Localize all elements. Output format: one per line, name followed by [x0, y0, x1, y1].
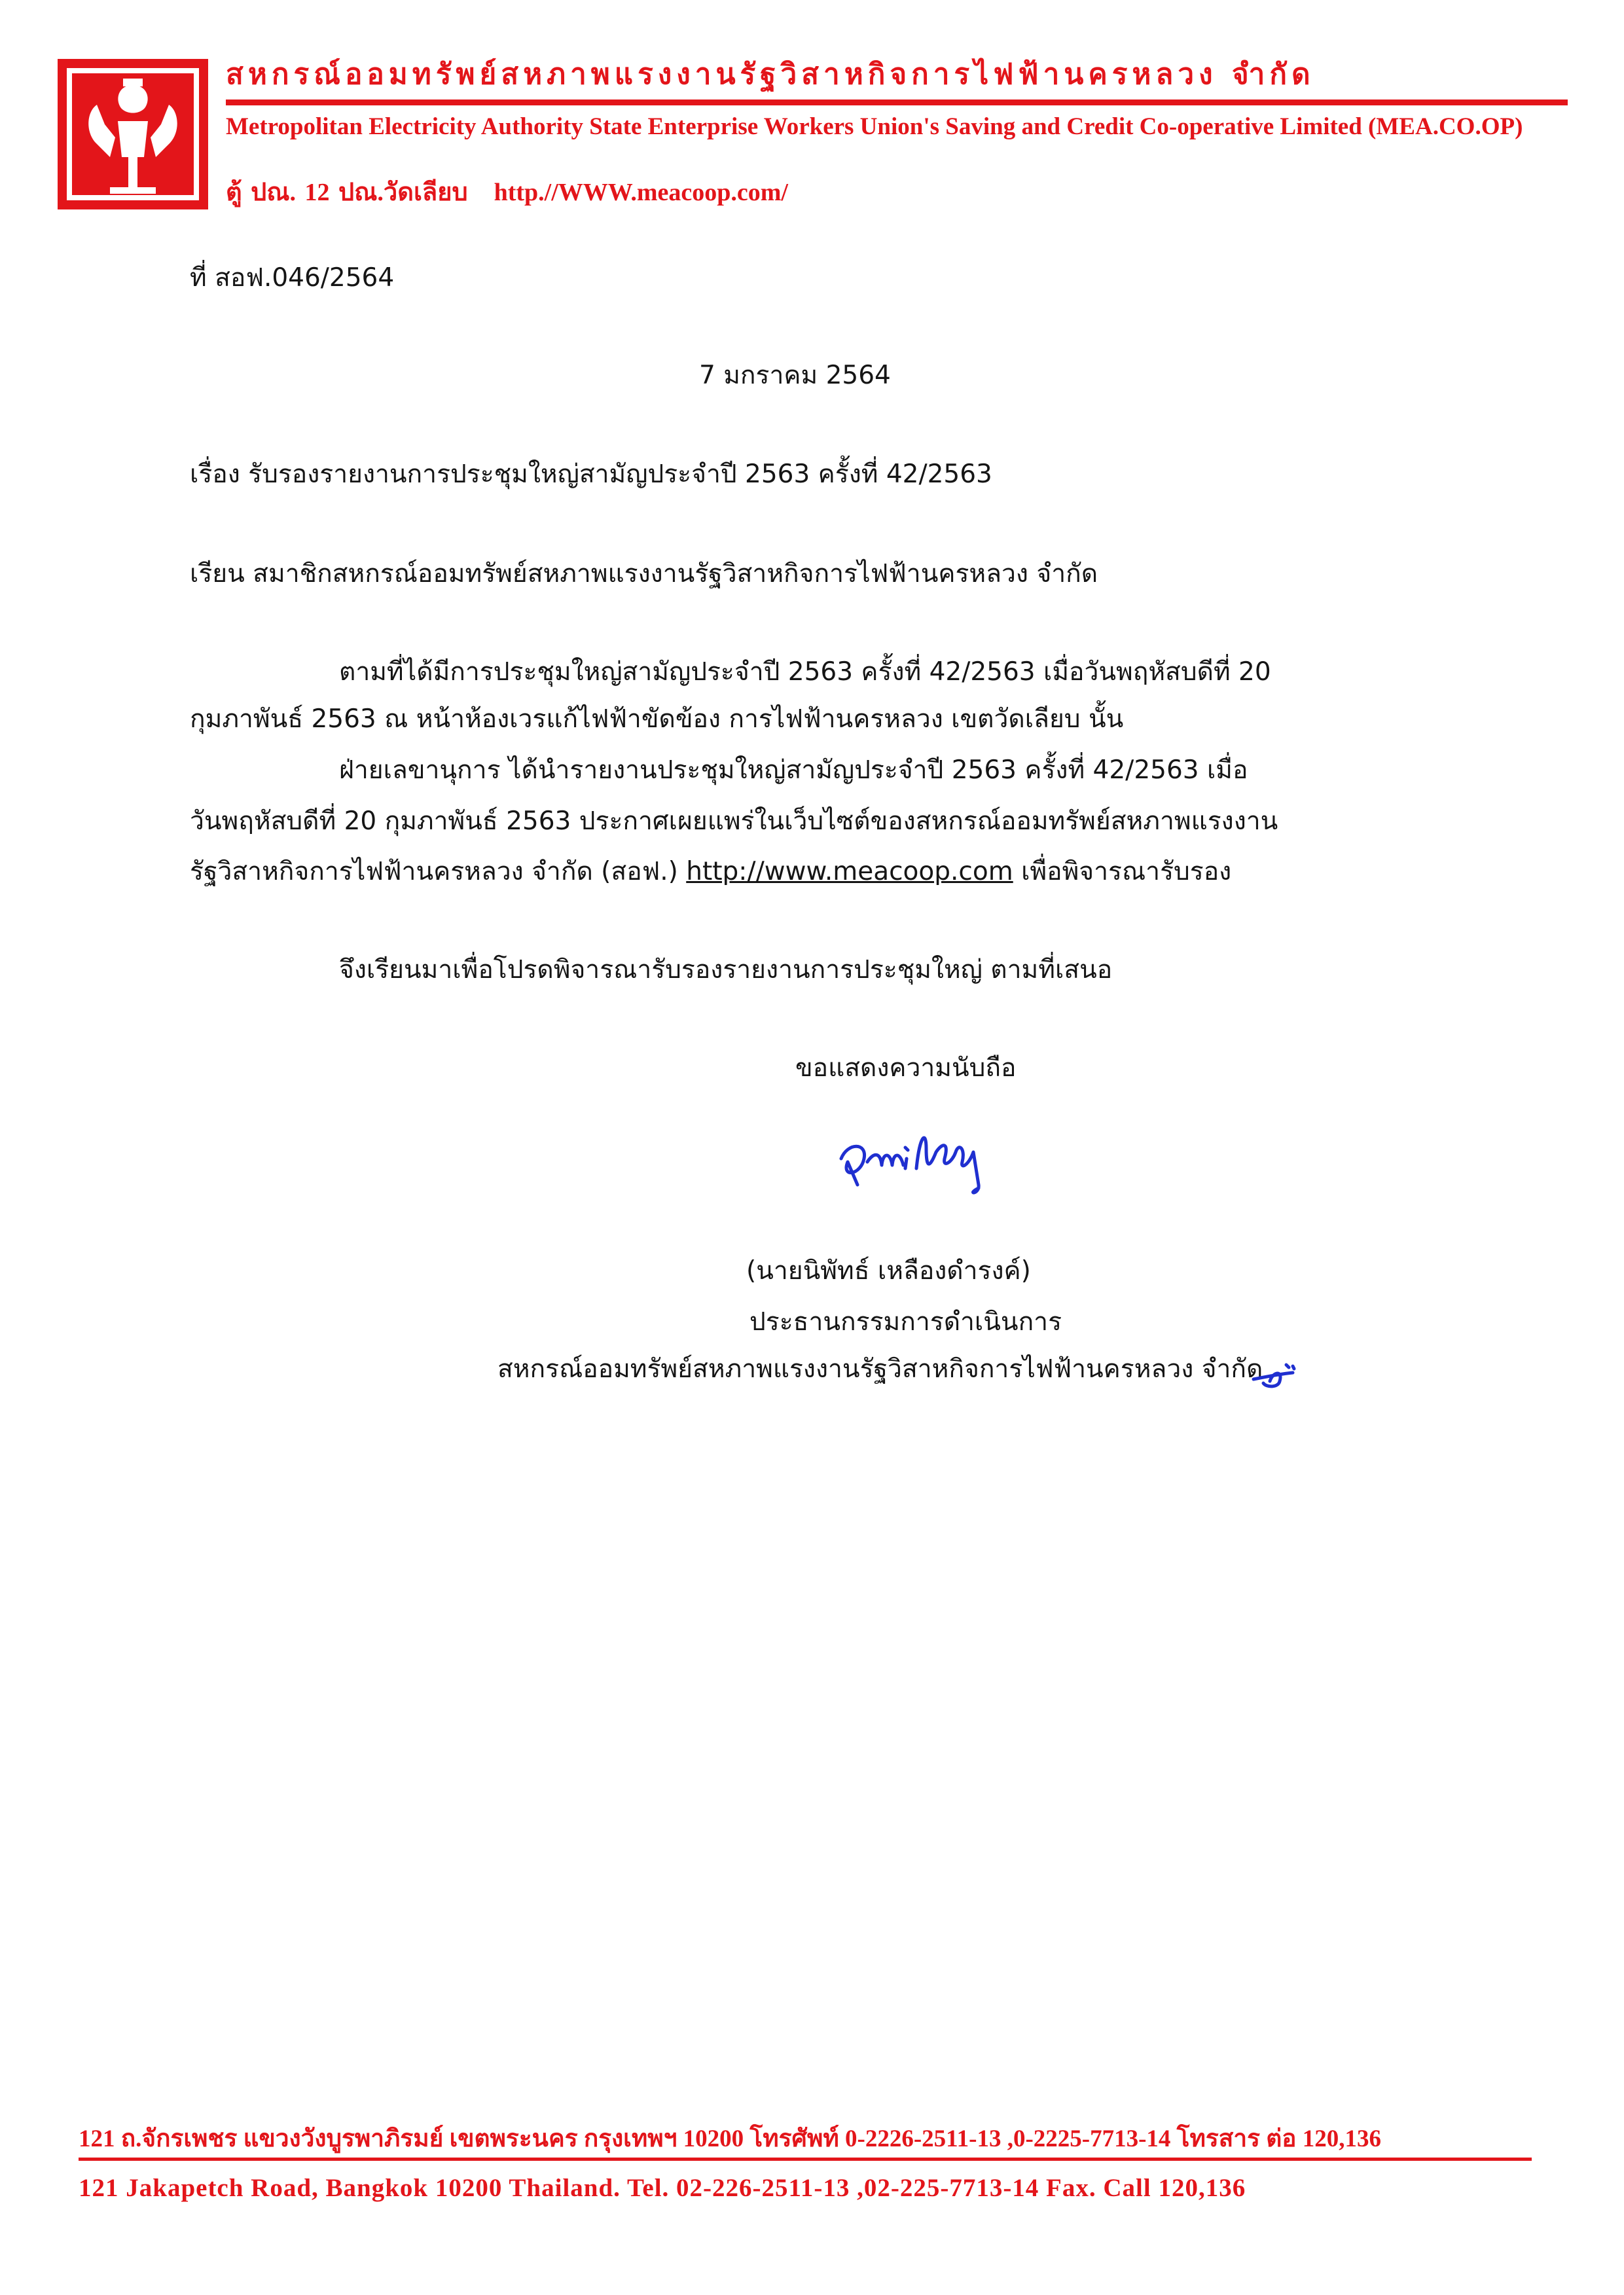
footer-address-english: 121 Jakapetch Road, Bangkok 10200 Thailand. Tel. 02-226-2511-13 ,02-225-7713-14 Fax. Call 120,136	[79, 2174, 1246, 2202]
regards: ขอแสดงความนับถือ	[795, 1053, 1017, 1083]
paragraph-2-line-2: วันพฤหัสบดีที่ 20 กุมภาพันธ์ 2563 ประกาศเผยแพร่ในเว็บไซต์ของสหกรณ์ออมทรัพย์สหภาพแรงงาน	[190, 806, 1278, 836]
letterhead-name-thai: สหกรณ์ออมทรัพย์สหภาพแรงงานรัฐวิสาหกิจการไฟฟ้านครหลวง จำกัด	[226, 58, 1315, 91]
paragraph-2-line-3-text: รัฐวิสาหกิจการไฟฟ้านครหลวง จำกัด (สอฟ.)	[190, 857, 687, 886]
letterhead-rule	[226, 99, 1568, 105]
salutation: เรียน สมาชิกสหกรณ์ออมทรัพย์สหภาพแรงงานรัฐวิสาหกิจการไฟฟ้านครหลวง จำกัด	[190, 559, 1098, 588]
letterhead-contact	[226, 172, 788, 211]
paragraph-1-line-2: กุมภาพันธ์ 2563 ณ หน้าห้องเวรแก้ไฟฟ้าขัดข้อง การไฟฟ้านครหลวง เขตวัดเลียบ นั้น	[190, 704, 1124, 734]
paragraph-2-line-3	[190, 851, 1231, 892]
subject-line: เรื่อง รับรองรายงานการประชุมใหญ่สามัญประจำปี 2563 ครั้งที่ 42/2563	[190, 460, 992, 489]
footer-rule	[79, 2158, 1532, 2161]
signer-title: ประธานกรรมการดำเนินการ	[749, 1307, 1062, 1337]
paragraph-1-line-1: ตามที่ได้มีการประชุมใหญ่สามัญประจำปี 2563 ครั้งที่ 42/2563 เมื่อวันพฤหัสบดีที่ 20	[339, 657, 1271, 687]
signer-organization: สหกรณ์ออมทรัพย์สหภาพแรงงานรัฐวิสาหกิจการไฟฟ้านครหลวง จำกัด	[497, 1354, 1263, 1384]
letter-date: 7 มกราคม 2564	[699, 361, 891, 390]
footer-address-thai: 121 ถ.จักรเพชร แขวงวังบูรพาภิรมย์ เขตพระนคร กรุงเทพฯ 10200 โทรศัพท์ 0-2226-2511-13 ,0-2225-7713-14 โทรสาร ต่อ 120,136	[79, 2125, 1382, 2152]
po-box: ตู้ ปณ. 12 ปณ.วัดเลียบ	[226, 179, 468, 206]
reference-number: ที่ สอฟ.046/2564	[190, 263, 395, 293]
paragraph-2-line-3-end: เพื่อพิจารณารับรอง	[1013, 857, 1232, 886]
letterhead-name-english: Metropolitan Electricity Authority State Enterprise Workers Union's Saving and Credit Co-operative Limited (MEA.CO.OP)	[226, 113, 1523, 140]
signature-image	[828, 1123, 1024, 1201]
meacoop-link[interactable]: http://www.meacoop.com	[686, 857, 1013, 886]
union-logo-icon	[58, 59, 208, 209]
website-link[interactable]: http.//WWW.meacoop.com/	[494, 179, 788, 206]
paragraph-2-line-1: ฝ่ายเลขานุการ ได้นำรายงานประชุมใหญ่สามัญประจำปี 2563 ครั้งที่ 42/2563 เมื่อ	[339, 755, 1248, 785]
initial-mark	[1247, 1352, 1306, 1391]
signer-name: (นายนิพัทธ์ เหลืองดำรงค์)	[746, 1256, 1031, 1286]
closing-paragraph: จึงเรียนมาเพื่อโปรดพิจารณารับรองรายงานการประชุมใหญ่ ตามที่เสนอ	[339, 955, 1113, 985]
